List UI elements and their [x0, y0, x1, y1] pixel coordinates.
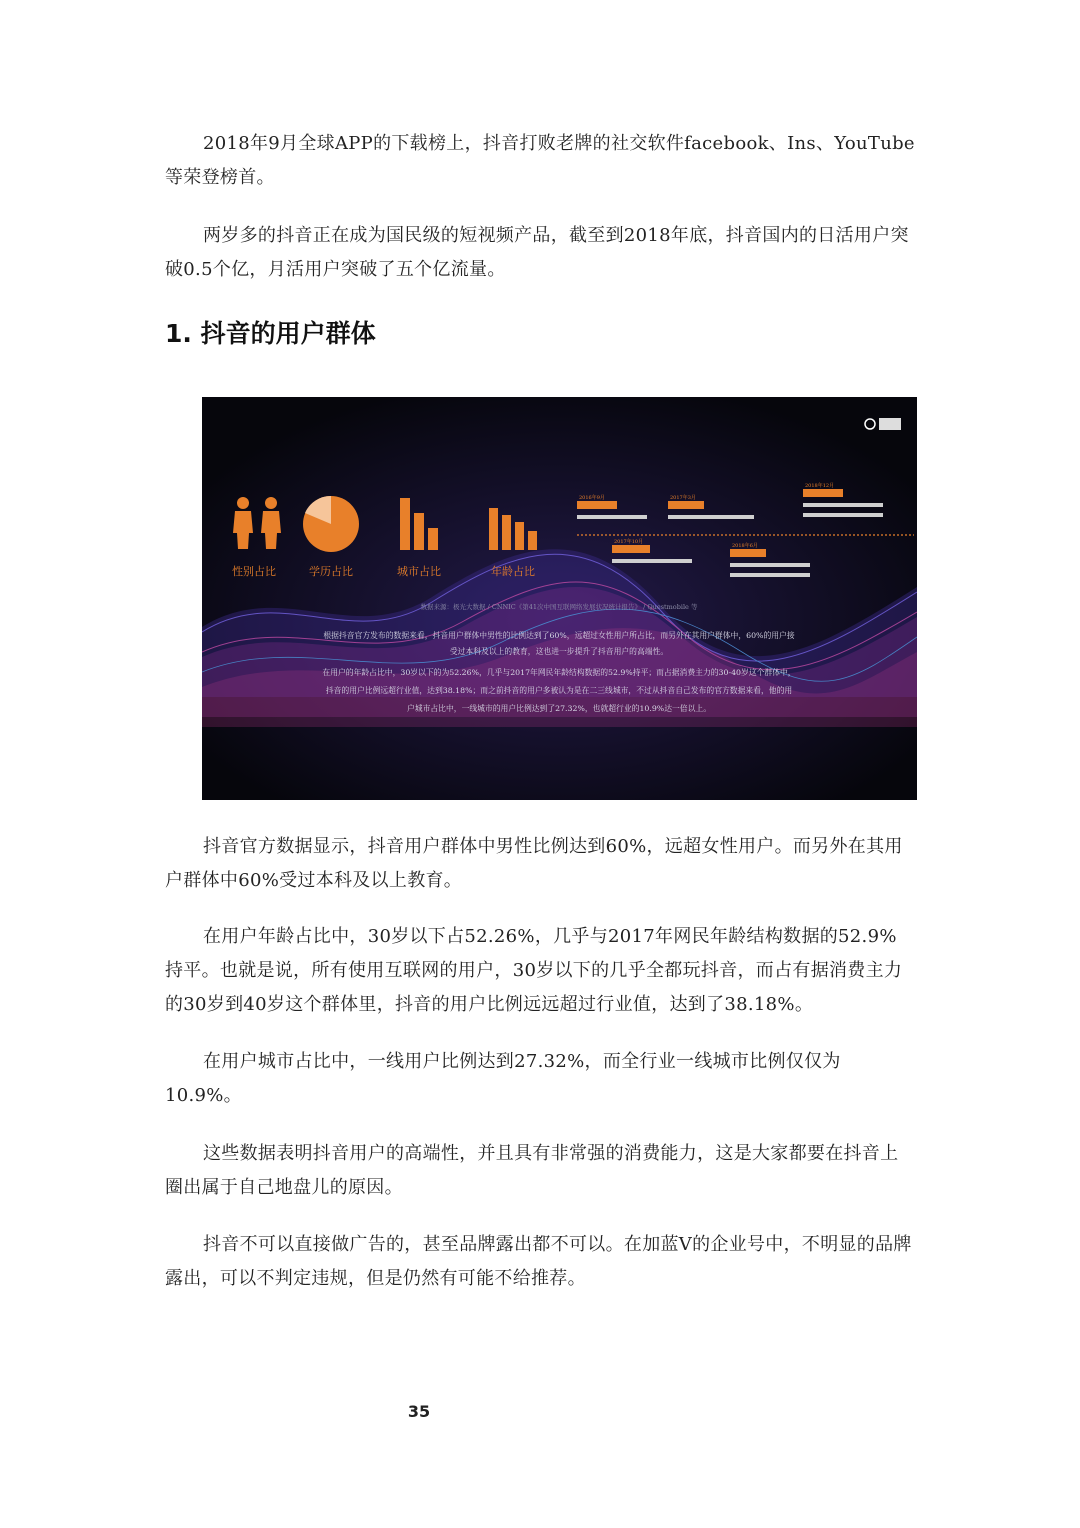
figure-source-line: 数据来源：极光大数据 / CNNIC《第41次中国互联网络发展状况统计报告》 / Questmobile 等	[420, 603, 698, 611]
timeline-date-2: 2017年3月	[670, 495, 696, 501]
body-paragraph-4: 这些数据表明抖音用户的高端性，并且具有非常强的消费能力，这是大家都要在抖音上圈出属于自己地盘儿的原因。	[165, 1143, 899, 1198]
figure-caption-line-3: 在用户的年龄占比中，30岁以下的为52.26%，几乎与2017年网民年龄结构数据的52.9%持平；而占据消费主力的30-40岁这个群体中，	[322, 668, 796, 677]
timeline-date-5: 2018年12月	[805, 483, 835, 489]
education-pie-icon	[303, 496, 359, 552]
timeline-date-3: 2017年10月	[614, 539, 644, 545]
figure-caption-line-5: 户城市占比中，一线城市的用户比例达到了27.32%，也就超行业的10.9%达一倍以上。	[407, 704, 711, 713]
timeline-date-1: 2016年9月	[579, 495, 605, 501]
intro-paragraph-2: 两岁多的抖音正在成为国民级的短视频产品，截至到2018年底，抖音国内的日活用户突破0.5个亿，月活用户突破了五个亿流量。	[165, 225, 909, 280]
timeline-date-4: 2018年6月	[732, 543, 758, 549]
infographic-image	[202, 397, 917, 800]
label-gender: 性别占比	[232, 565, 276, 578]
intro-paragraph-1: 2018年9月全球APP的下载榜上，抖音打败老牌的社交软件facebook、Ins、YouTube等荣登榜首。	[165, 133, 915, 188]
body-paragraph-5: 抖音不可以直接做广告的，甚至品牌露出都不可以。在加蓝V的企业号中，不明显的品牌露出，可以不判定违规，但是仍然有可能不给推荐。	[165, 1234, 912, 1289]
infographic-graphic	[202, 397, 917, 800]
section-heading: 1. 抖音的用户群体	[165, 319, 376, 348]
label-age: 年龄占比	[491, 565, 535, 578]
body-paragraph-2: 在用户年龄占比中，30岁以下占52.26%，几乎与2017年网民年龄结构数据的52.9%持平。也就是说，所有使用互联网的用户，30岁以下的几乎全都玩抖音，而占有据消费主力的30岁到40岁这个群体里，抖音的用户比例远远超过行业值，达到了38.18%。	[165, 926, 903, 1015]
label-education: 学历占比	[309, 565, 353, 578]
figure-caption-line-2: 受过本科及以上的教育，这也进一步提升了抖音用户的高端性。	[449, 647, 669, 656]
page-number: 35	[407, 1402, 431, 1421]
figure-caption-line-1: 根据抖音官方发布的数据来看，抖音用户群体中男性的比例达到了60%，远超过女性用户所占比，而另外在其用户群体中，60%的用户接	[323, 631, 795, 640]
figure-caption-line-4: 抖音的用户比例远超行业值，达到38.18%；而之前抖音的用户多被认为是在二三线城市，不过从抖音自己发布的官方数据来看，他的用	[325, 686, 793, 695]
body-paragraph-3: 在用户城市占比中，一线用户比例达到27.32%，而全行业一线城市比例仅仅为10.9%。	[165, 1051, 841, 1106]
body-paragraph-1: 抖音官方数据显示，抖音用户群体中男性比例达到60%，远超女性用户。而另外在其用户群体中60%受过本科及以上教育。	[165, 836, 903, 891]
label-city: 城市占比	[397, 565, 441, 578]
